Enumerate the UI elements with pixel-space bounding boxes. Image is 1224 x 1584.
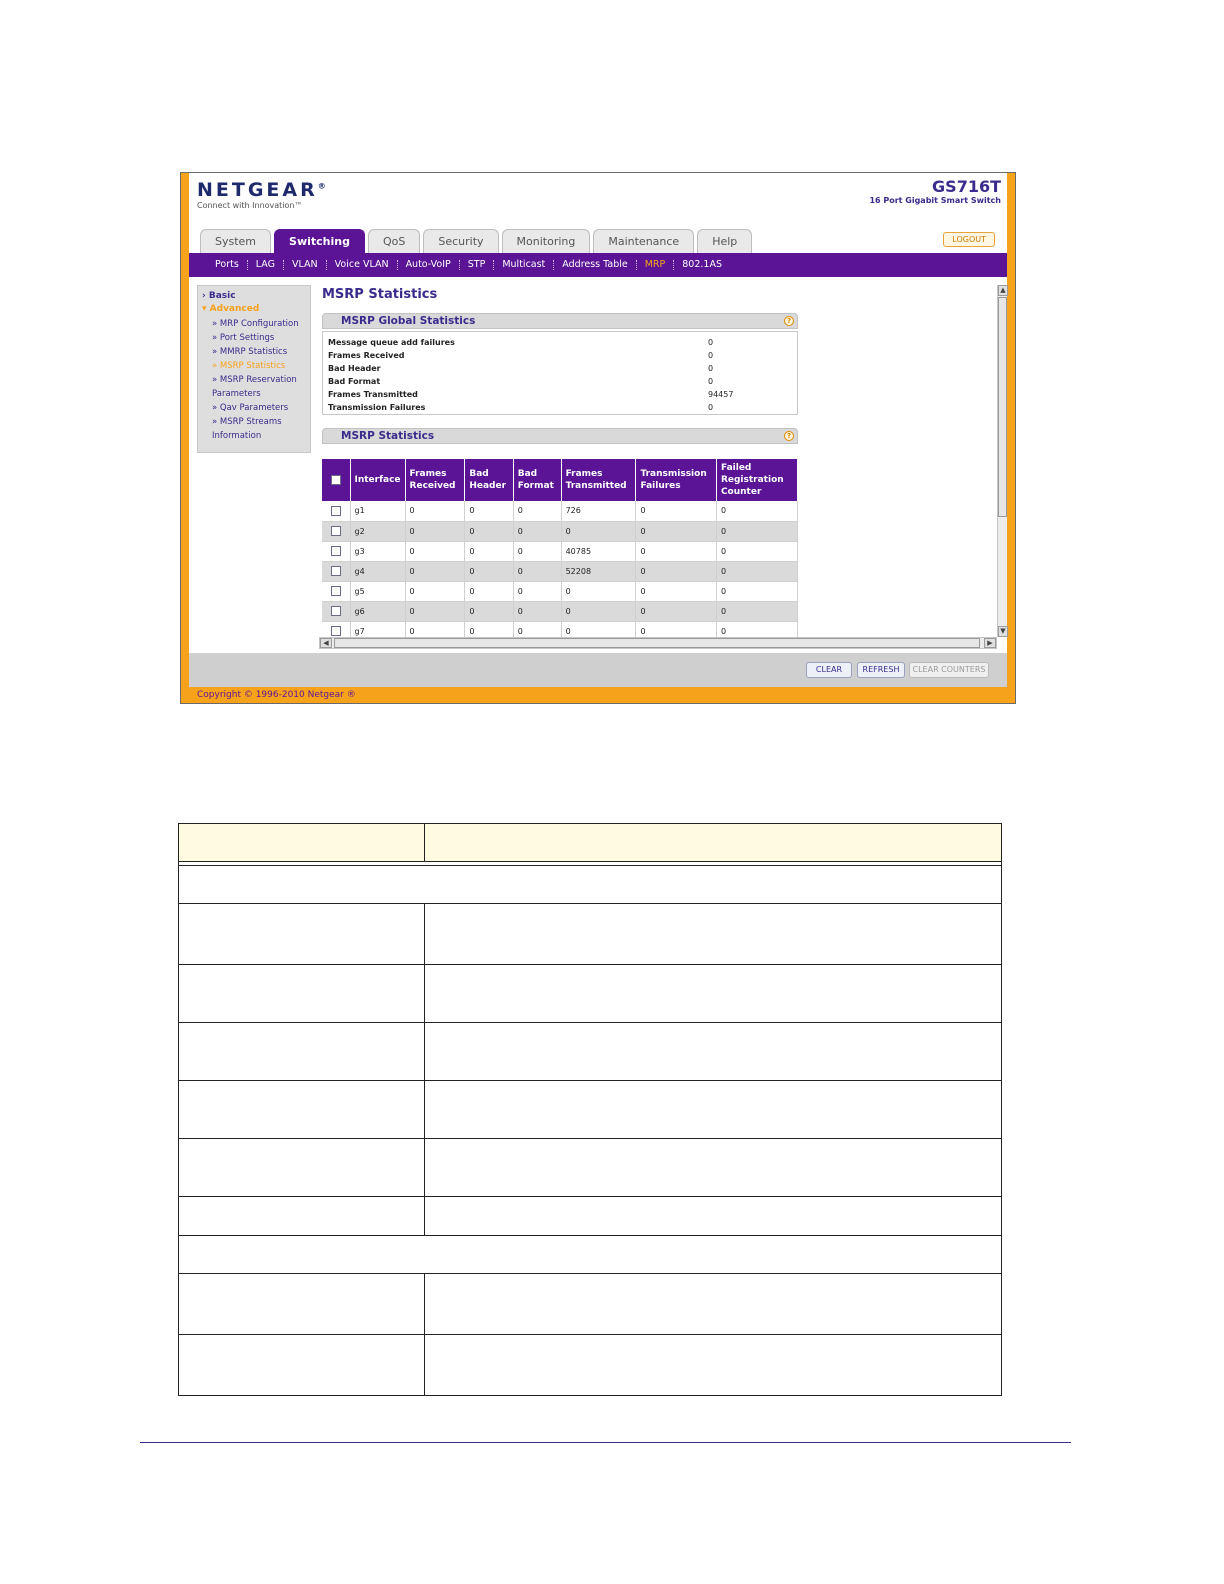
stat-value: 0 <box>708 351 714 360</box>
table-cell: 0 <box>716 541 797 561</box>
stat-label: Message queue add failures <box>328 338 455 347</box>
table-cell: 0 <box>513 521 561 541</box>
menu-link[interactable]: » MSRP Reservation Parameters <box>212 375 297 399</box>
app-window <box>189 173 1007 687</box>
table-cell: 0 <box>561 581 636 601</box>
table-cell <box>425 965 1002 1023</box>
menu-link[interactable]: » Qav Parameters <box>212 403 289 413</box>
table-cell: 0 <box>405 541 465 561</box>
menu-group-advanced[interactable]: ▾ Advanced <box>202 304 260 314</box>
row-select-cell <box>322 541 350 561</box>
table-cell <box>179 1335 425 1396</box>
table-cell: 0 <box>636 561 717 581</box>
subnav-item[interactable]: Ports <box>207 260 248 270</box>
column-header: Bad Header <box>465 459 513 501</box>
global-stats-panel <box>322 331 798 415</box>
table-cell: 0 <box>513 601 561 621</box>
stat-label: Bad Header <box>328 364 381 373</box>
column-header: Bad Format <box>513 459 561 501</box>
subnav-item[interactable]: STP <box>460 260 495 270</box>
refresh-button[interactable]: REFRESH <box>857 662 905 678</box>
stat-value: 0 <box>708 338 714 347</box>
table-cell <box>179 866 1002 904</box>
table-cell <box>179 965 425 1023</box>
table-cell: 0 <box>405 561 465 581</box>
table-row <box>179 1197 1002 1236</box>
table-row <box>322 541 798 561</box>
select-all-header <box>322 459 350 501</box>
table-cell: 0 <box>561 621 636 637</box>
table-cell: 0 <box>465 521 513 541</box>
table-cell: 0 <box>405 621 465 637</box>
field-description-table <box>178 823 1002 1396</box>
table-section-row <box>179 1236 1002 1274</box>
stat-value: 94457 <box>708 390 734 399</box>
horizontal-scrollbar[interactable] <box>319 637 997 649</box>
table-cell: 0 <box>465 581 513 601</box>
row-select-cell <box>322 521 350 541</box>
tab-security[interactable]: Security <box>423 229 498 253</box>
table-row <box>322 621 798 637</box>
table-cell: 0 <box>636 501 717 521</box>
table-cell: 0 <box>405 521 465 541</box>
tab-help[interactable]: Help <box>697 229 752 253</box>
column-header: Frames Received <box>405 459 465 501</box>
column-header: Failed Registration Counter <box>716 459 797 501</box>
table-cell <box>425 1274 1002 1335</box>
table-cell: 0 <box>405 501 465 521</box>
global-stat-row <box>328 401 792 414</box>
menu-link[interactable]: » MRP Configuration <box>212 319 299 329</box>
tab-system[interactable]: System <box>200 229 271 253</box>
stat-label: Frames Transmitted <box>328 390 418 399</box>
row-select-cell <box>322 601 350 621</box>
table-cell: 0 <box>465 561 513 581</box>
row-checkbox[interactable] <box>331 626 341 636</box>
stat-label: Transmission Failures <box>328 403 426 412</box>
table-cell: 0 <box>716 561 797 581</box>
table-cell: 0 <box>405 601 465 621</box>
scroll-right-icon[interactable]: ▶ <box>984 638 996 648</box>
subnav-item[interactable]: Auto-VoIP <box>398 260 460 270</box>
table-cell: 0 <box>465 501 513 521</box>
row-select-cell <box>322 561 350 581</box>
table-cell <box>425 904 1002 965</box>
table-row <box>179 1274 1002 1335</box>
brand <box>197 179 329 210</box>
logout-button[interactable]: LOGOUT <box>943 232 995 247</box>
table-header-row <box>179 824 1002 862</box>
menu-group-basic[interactable]: › Basic <box>202 291 236 301</box>
subnav-item[interactable]: VLAN <box>284 260 327 270</box>
menu-link[interactable]: » Port Settings <box>212 333 275 343</box>
switch-ui-screenshot <box>180 172 1016 704</box>
menu-link-label: Port Settings <box>219 333 275 343</box>
table-cell: 0 <box>636 621 717 637</box>
row-select-cell <box>322 581 350 601</box>
table-cell: 0 <box>716 521 797 541</box>
table-cell <box>179 1081 425 1139</box>
stat-value: 0 <box>708 377 714 386</box>
table-cell: 40785 <box>561 541 636 561</box>
table-cell <box>179 904 425 965</box>
table-cell: 0 <box>513 541 561 561</box>
menu-link-label: MSRP Streams Information <box>212 417 282 441</box>
table-cell: 0 <box>465 621 513 637</box>
table-cell: 0 <box>513 501 561 521</box>
table-row <box>322 601 798 621</box>
model-description: 16 Port Gigabit Smart Switch <box>869 196 1001 205</box>
table-row <box>322 561 798 581</box>
menu-link[interactable]: » MSRP Statistics <box>212 361 286 371</box>
msrp-stats-table <box>322 459 798 637</box>
port-stats-header <box>322 428 798 444</box>
table-cell <box>425 1335 1002 1396</box>
clear-counters-button[interactable]: CLEAR COUNTERS <box>909 662 989 678</box>
stat-value: 0 <box>708 403 714 412</box>
table-row <box>179 1139 1002 1197</box>
table-row <box>179 1023 1002 1081</box>
stat-label: Frames Received <box>328 351 405 360</box>
content-area <box>319 285 986 637</box>
table-cell <box>179 1197 425 1236</box>
table-cell <box>179 1274 425 1335</box>
table-section-row <box>179 866 1002 904</box>
table-cell: 0 <box>561 601 636 621</box>
column-header: Frames Transmitted <box>561 459 636 501</box>
table-cell: 0 <box>405 581 465 601</box>
table-row <box>179 965 1002 1023</box>
table-cell: 0 <box>513 621 561 637</box>
table-cell <box>425 1197 1002 1236</box>
table-cell: 0 <box>513 561 561 581</box>
menu-link[interactable]: » MSRP Streams Information <box>212 417 282 441</box>
model-name: GS716T <box>932 177 1001 196</box>
brand-tagline: Connect with Innovation™ <box>197 201 303 210</box>
select-all-checkbox[interactable] <box>331 475 341 485</box>
table-cell: 0 <box>716 601 797 621</box>
table-cell: g4 <box>350 561 405 581</box>
table-cell: g6 <box>350 601 405 621</box>
row-checkbox[interactable] <box>331 526 341 536</box>
table-cell <box>425 1139 1002 1197</box>
subnav-item[interactable]: LAG <box>248 260 284 270</box>
table-cell: 0 <box>513 581 561 601</box>
table-row <box>322 501 798 521</box>
column-header: Transmission Failures <box>636 459 717 501</box>
footer-divider <box>140 1442 1071 1443</box>
subnav-item[interactable]: 802.1AS <box>682 259 722 270</box>
scroll-down-icon[interactable]: ▼ <box>998 626 1008 637</box>
table-cell: 0 <box>716 621 797 637</box>
table-cell: 726 <box>561 501 636 521</box>
row-checkbox[interactable] <box>331 546 341 556</box>
tab-qos[interactable]: QoS <box>368 229 420 253</box>
model-info <box>869 177 1001 205</box>
tab-switching[interactable]: Switching <box>274 229 365 253</box>
table-cell: 0 <box>561 521 636 541</box>
netgear-logo: NETGEAR® <box>197 179 329 201</box>
table-cell: g2 <box>350 521 405 541</box>
table-cell <box>425 824 1002 862</box>
subnav-item[interactable]: Voice VLAN <box>327 260 398 270</box>
left-menu <box>197 285 311 453</box>
global-stat-row <box>328 362 792 375</box>
clear-button[interactable]: CLEAR <box>806 662 852 678</box>
global-stats-header <box>322 313 798 329</box>
main-tabs <box>200 229 752 253</box>
row-select-cell <box>322 501 350 521</box>
table-cell <box>179 824 425 862</box>
subnav-item[interactable]: MRP <box>637 260 675 270</box>
table-cell: 52208 <box>561 561 636 581</box>
table-cell <box>179 1139 425 1197</box>
menu-link-label: MRP Configuration <box>219 319 299 329</box>
table-cell: 0 <box>636 521 717 541</box>
help-icon[interactable]: ? <box>784 431 794 441</box>
table-cell: 0 <box>636 581 717 601</box>
table-cell: g7 <box>350 621 405 637</box>
table-cell: 0 <box>716 581 797 601</box>
help-icon[interactable]: ? <box>784 316 794 326</box>
table-cell: 0 <box>716 501 797 521</box>
row-checkbox[interactable] <box>331 566 341 576</box>
sub-navigation <box>189 253 1007 277</box>
table-cell: 0 <box>636 541 717 561</box>
table-row <box>179 1335 1002 1396</box>
table-cell: g3 <box>350 541 405 561</box>
menu-link-label: MSRP Reservation Parameters <box>212 375 297 399</box>
menu-link-label: Qav Parameters <box>219 403 289 413</box>
global-stat-row <box>328 388 792 401</box>
page-title: MSRP Statistics <box>322 287 438 302</box>
port-stats-title: MSRP Statistics <box>341 430 435 442</box>
table-cell <box>425 1023 1002 1081</box>
table-cell: 0 <box>465 541 513 561</box>
table-row <box>179 1081 1002 1139</box>
table-row <box>322 581 798 601</box>
copyright: Copyright © 1996-2010 Netgear ® <box>197 690 356 700</box>
column-header: Interface <box>350 459 405 501</box>
global-stats-title: MSRP Global Statistics <box>341 315 476 327</box>
row-checkbox[interactable] <box>331 586 341 596</box>
scroll-thumb[interactable] <box>998 297 1007 517</box>
table-cell <box>179 1023 425 1081</box>
table-cell: g1 <box>350 501 405 521</box>
action-bar <box>189 653 1007 687</box>
menu-link-label: MSRP Statistics <box>219 361 286 371</box>
row-checkbox[interactable] <box>331 506 341 516</box>
stat-value: 0 <box>708 364 714 373</box>
global-stat-row <box>328 349 792 362</box>
subnav-item[interactable]: Multicast <box>494 260 554 270</box>
table-row <box>322 521 798 541</box>
table-cell <box>425 1081 1002 1139</box>
stat-label: Bad Format <box>328 377 381 386</box>
table-cell: 0 <box>636 601 717 621</box>
scroll-left-icon[interactable]: ◀ <box>320 638 332 648</box>
tab-monitoring[interactable]: Monitoring <box>502 229 591 253</box>
scroll-up-icon[interactable]: ▲ <box>998 285 1008 296</box>
global-stat-row <box>328 336 792 349</box>
subnav-item[interactable]: Address Table <box>554 260 636 270</box>
tab-maintenance[interactable]: Maintenance <box>593 229 694 253</box>
vertical-scrollbar[interactable] <box>997 285 1007 637</box>
menu-link-label: MMRP Statistics <box>219 347 288 357</box>
menu-links <box>202 317 306 443</box>
scroll-thumb[interactable] <box>334 638 980 648</box>
table-cell: 0 <box>465 601 513 621</box>
row-select-cell <box>322 621 350 637</box>
table-cell: g5 <box>350 581 405 601</box>
row-checkbox[interactable] <box>331 606 341 616</box>
global-stat-row <box>328 375 792 388</box>
menu-link[interactable]: » MMRP Statistics <box>212 347 288 357</box>
table-row <box>179 904 1002 965</box>
table-cell <box>179 1236 1002 1274</box>
